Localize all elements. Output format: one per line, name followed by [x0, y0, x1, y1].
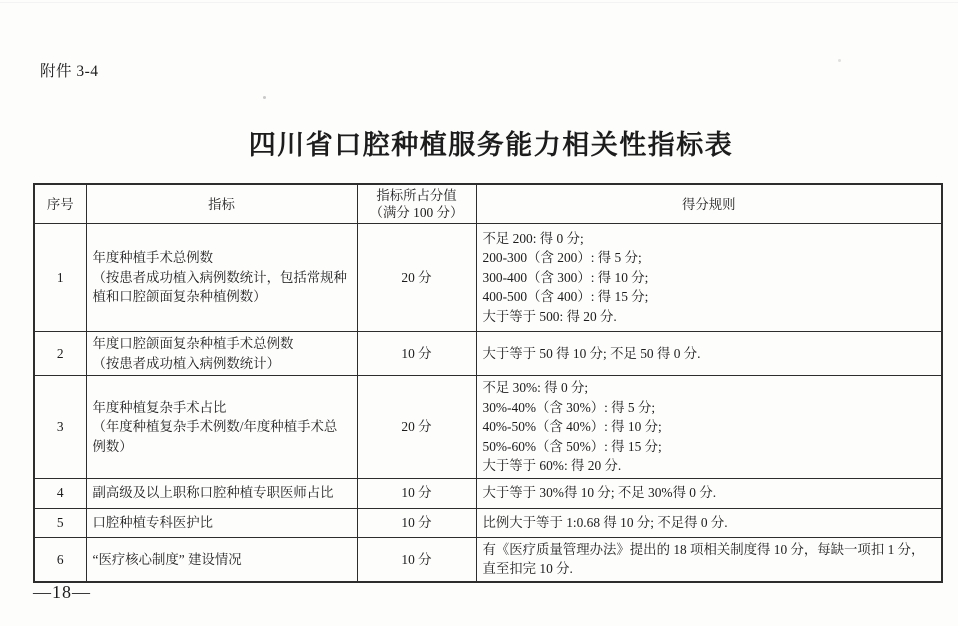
rule-line: 400-500（含 400）: 得 15 分;	[482, 289, 649, 305]
indicator-line: 年度口腔颌面复杂种植手术总例数	[92, 336, 294, 351]
attachment-label: 附件 3-4	[40, 63, 99, 80]
table-row	[34, 478, 942, 508]
rule-line: 200-300（含 200）: 得 5 分;	[482, 250, 642, 266]
table-row	[34, 537, 942, 582]
cell-indicator	[86, 478, 357, 508]
indicator-line: 年度种植手术总例数	[92, 250, 214, 266]
rule-line: 大于等于 30%得 10 分; 不足 30%得 0 分.	[482, 485, 717, 501]
table-header-row	[34, 184, 942, 224]
cell-indicator	[86, 508, 357, 537]
header-row-number: 序号	[34, 184, 86, 224]
page-title: 四川省口腔种植服务能力相关性指标表	[248, 130, 734, 160]
cell-score: 20 分	[357, 376, 476, 479]
indicator-line: 副高级及以上职称口腔种植专职医师占比	[92, 485, 334, 501]
table-row	[34, 376, 942, 479]
cell-rules	[476, 332, 942, 376]
indicator-line: “医疗核心制度” 建设情况	[92, 551, 242, 567]
indicator-line: （年度种植复杂手术例数/年度种植手术总例数）	[92, 419, 338, 454]
rule-line: 有《医疗质量管理办法》提出的 18 项相关制度得 10 分，每缺一项扣 1 分，直至扣完 10 分.	[482, 541, 925, 577]
indicator-line: （按患者成功植入病例数统计）	[92, 355, 280, 371]
header-score-line1: 指标所占分值	[376, 188, 457, 203]
scan-artifact-speck	[263, 96, 266, 99]
indicator-line: （按患者成功植入病例数统计，包括常规种植和口腔颌面复杂种植例数）	[92, 269, 347, 305]
rule-line: 大于等于 60%: 得 20 分.	[482, 458, 622, 473]
table-row	[34, 508, 942, 537]
cell-indicator	[86, 537, 357, 582]
cell-rules	[476, 376, 942, 479]
cell-row-number: 1	[34, 224, 86, 332]
header-score	[357, 184, 476, 224]
rule-line: 40%-50%（含 40%）: 得 10 分;	[482, 419, 662, 434]
rule-line: 300-400（含 300）: 得 10 分;	[482, 269, 649, 285]
cell-rules	[476, 508, 942, 537]
rule-line: 不足 200: 得 0 分;	[482, 230, 584, 246]
cell-score: 10 分	[357, 537, 476, 582]
cell-score: 10 分	[357, 332, 476, 376]
table-row	[34, 224, 942, 332]
rule-line: 不足 30%: 得 0 分;	[482, 380, 589, 395]
rule-line: 30%-40%（含 30%）: 得 5 分;	[482, 399, 656, 415]
table-body	[34, 224, 942, 583]
cell-rules	[476, 478, 942, 508]
header-rules: 得分规则	[476, 184, 942, 224]
header-indicator: 指标	[86, 184, 357, 224]
scan-artifact-speck	[838, 59, 841, 62]
rule-line: 大于等于 50 得 10 分; 不足 50 得 0 分.	[482, 345, 701, 361]
cell-row-number: 4	[34, 478, 86, 508]
indicator-table	[33, 183, 943, 583]
table-row	[34, 332, 942, 376]
cell-rules	[476, 537, 942, 582]
scan-artifact-line	[0, 2, 958, 3]
table-header	[34, 184, 942, 224]
rule-line: 大于等于 500: 得 20 分.	[482, 308, 617, 324]
cell-score: 10 分	[357, 508, 476, 537]
cell-score: 20 分	[357, 224, 476, 332]
cell-row-number: 5	[34, 508, 86, 537]
cell-indicator	[86, 224, 357, 332]
rule-line: 50%-60%（含 50%）: 得 15 分;	[482, 438, 662, 454]
cell-score: 10 分	[357, 478, 476, 508]
indicator-line: 口腔种植专科医护比	[92, 514, 214, 530]
cell-row-number: 2	[34, 332, 86, 376]
cell-rules	[476, 224, 942, 332]
cell-indicator	[86, 332, 357, 376]
header-score-line2: （满分 100 分）	[369, 205, 464, 220]
cell-row-number: 6	[34, 537, 86, 582]
cell-row-number: 3	[34, 376, 86, 479]
rule-line: 比例大于等于 1:0.68 得 10 分; 不足得 0 分.	[482, 514, 728, 530]
indicator-line: 年度种植复杂手术占比	[92, 399, 227, 415]
cell-indicator	[86, 376, 357, 479]
page-number: —18—	[33, 582, 91, 602]
